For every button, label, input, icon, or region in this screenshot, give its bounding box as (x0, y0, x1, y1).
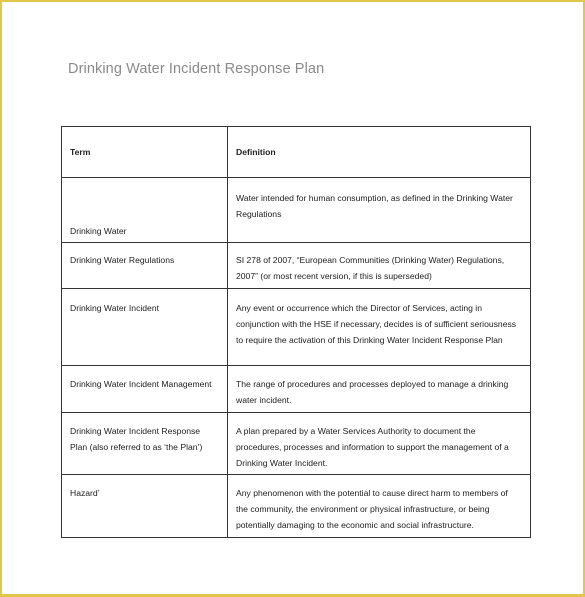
term-cell: Drinking Water Regulations (62, 243, 228, 289)
term-cell: Drinking Water Incident (62, 289, 228, 366)
term-cell: Drinking Water (62, 178, 228, 243)
definition-cell: Any event or occurrence which the Director of Services, acting in conjunction with the HSE if necessary, decides is of sufficient seriousness to require the activation of this Drinking Water Incident Response Plan (228, 289, 531, 366)
definition-column-header: Definition (228, 127, 531, 178)
table-row (62, 178, 531, 243)
table-header-row (62, 127, 531, 178)
definition-cell: Water intended for human consumption, as defined in the Drinking Water Regulations (228, 178, 531, 243)
table-row (62, 413, 531, 475)
definition-cell: SI 278 of 2007, “European Communities (Drinking Water) Regulations, 2007” (or most recent version, if this is superseded) (228, 243, 531, 289)
terms-table (61, 126, 531, 538)
definition-cell: The range of procedures and processes deployed to manage a drinking water incident. (228, 366, 531, 413)
term-cell: Drinking Water Incident Management (62, 366, 228, 413)
table-row (62, 475, 531, 538)
table-row (62, 366, 531, 413)
document-title: Drinking Water Incident Response Plan (68, 61, 325, 77)
table-row (62, 243, 531, 289)
term-column-header: Term (62, 127, 228, 178)
term-cell: Drinking Water Incident Response Plan (also referred to as ‘the Plan’) (62, 413, 228, 475)
definition-cell: Any phenomenon with the potential to cause direct harm to members of the community, the environment or physical infrastructure, or being potentially damaging to the economic and social infrastructure. (228, 475, 531, 538)
document-page (2, 2, 583, 594)
term-cell: Hazard’ (62, 475, 228, 538)
definition-cell: A plan prepared by a Water Services Authority to document the procedures, processes and information to support the management of a Drinking Water Incident. (228, 413, 531, 475)
table-row (62, 289, 531, 366)
